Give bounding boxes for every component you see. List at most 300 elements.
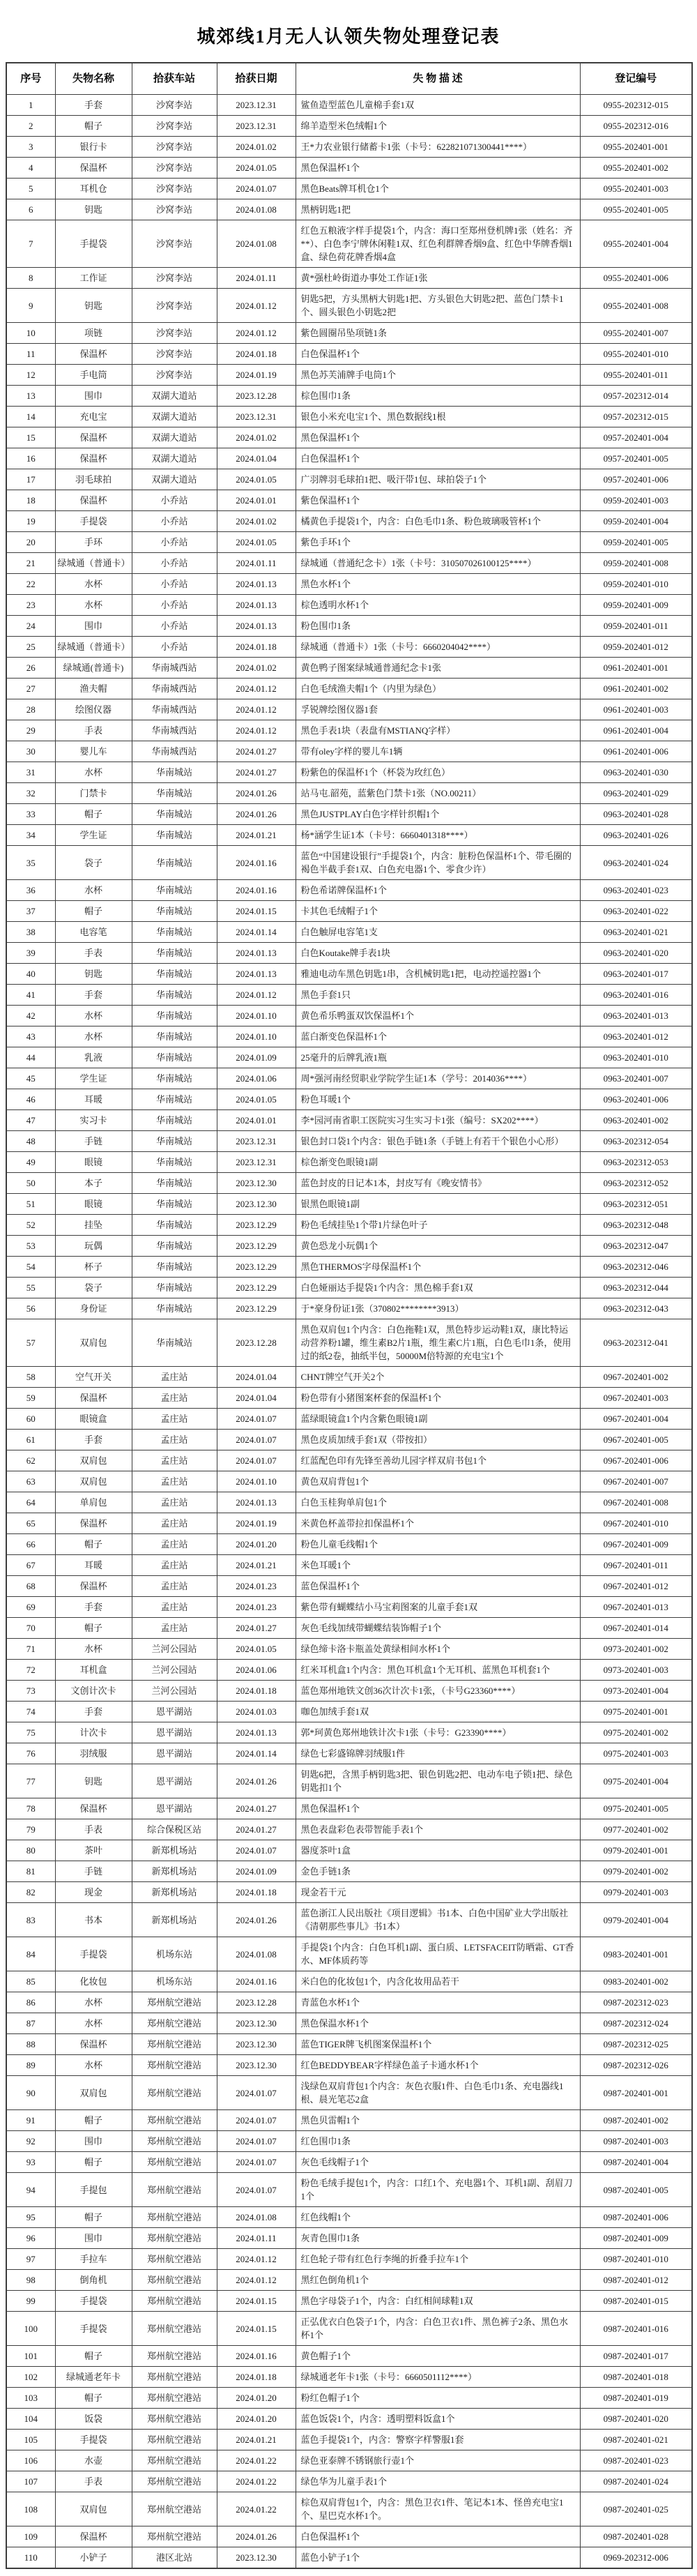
cell-registration-number: 0961-202401-006 [580, 741, 692, 762]
cell-description: 紫色带有蝴蝶结小马宝莉图案的儿童手套1双 [296, 1597, 580, 1618]
cell-index: 69 [6, 1597, 55, 1618]
cell-item-name: 手套 [55, 1430, 132, 1450]
cell-item-name: 水杯 [55, 1639, 132, 1660]
cell-description: 粉色带有小猪图案杯套的保温杯1个 [296, 1388, 580, 1409]
cell-description: 黑色双肩包1个内含：白色拖鞋1双，黑色特步运动鞋1双，康比特运动营养粉1罐，维生素B2片1瓶，维生素C片1瓶，白色毛巾1条，使用过的纸2卷，抽纸半包，50000M倍特源的充电宝1个 [296, 1319, 580, 1367]
cell-station: 沙窝李站 [132, 344, 217, 365]
cell-description: 棕色渐变色眼镜1副 [296, 1152, 580, 1173]
cell-index: 4 [6, 158, 55, 179]
table-row [6, 762, 692, 783]
cell-station: 小乔站 [132, 595, 217, 616]
cell-registration-number: 0955-202312-015 [580, 95, 692, 116]
cell-registration-number: 0987-202401-002 [580, 2110, 692, 2131]
cell-station: 孟庄站 [132, 1388, 217, 1409]
cell-index: 32 [6, 783, 55, 804]
cell-index: 77 [6, 1764, 55, 1798]
cell-item-name: 水杯 [55, 880, 132, 901]
cell-item-name: 化妆包 [55, 1971, 132, 1992]
cell-description: 黄色希乐鸭蛋双饮保温杯1个 [296, 1006, 580, 1026]
cell-item-name: 水杯 [55, 574, 132, 595]
cell-description: 青蓝色水杯1个 [296, 1992, 580, 2013]
cell-item-name: 手拉车 [55, 2249, 132, 2270]
cell-index: 101 [6, 2346, 55, 2367]
cell-registration-number: 0967-202401-009 [580, 1534, 692, 1555]
cell-station: 华南城站 [132, 1047, 217, 1068]
cell-station: 郑州航空港站 [132, 2173, 217, 2207]
cell-item-name: 水壶 [55, 2450, 132, 2471]
cell-registration-number: 0987-202401-004 [580, 2152, 692, 2173]
table-row [6, 2430, 692, 2450]
table-row [6, 1903, 692, 1937]
cell-index: 54 [6, 1257, 55, 1278]
table-row [6, 1576, 692, 1597]
cell-station: 华南城站 [132, 804, 217, 825]
cell-index: 55 [6, 1278, 55, 1298]
cell-date: 2024.01.26 [217, 804, 296, 825]
cell-station: 孟庄站 [132, 1367, 217, 1388]
cell-description: 雅迪电动车黑色钥匙1串，含机械钥匙1把，电动控遥控器1个 [296, 964, 580, 985]
cell-index: 9 [6, 289, 55, 323]
cell-description: 粉色耳暖1个 [296, 1089, 580, 1110]
cell-item-name: 保温杯 [55, 1388, 132, 1409]
cell-index: 88 [6, 2034, 55, 2055]
cell-station: 华南城站 [132, 1131, 217, 1152]
cell-description: 银黑色眼镜1副 [296, 1194, 580, 1215]
cell-date: 2024.01.22 [217, 2450, 296, 2471]
cell-registration-number: 0987-202401-016 [580, 2312, 692, 2346]
cell-registration-number: 0967-202401-012 [580, 1576, 692, 1597]
table-row [6, 2076, 692, 2110]
cell-station: 华南城站 [132, 1215, 217, 1236]
table-row [6, 365, 692, 386]
cell-index: 106 [6, 2450, 55, 2471]
cell-station: 小乔站 [132, 637, 217, 658]
table-row [6, 2492, 692, 2526]
cell-registration-number: 0987-202401-019 [580, 2388, 692, 2409]
cell-item-name: 眼镜 [55, 1152, 132, 1173]
cell-registration-number: 0961-202401-003 [580, 699, 692, 720]
cell-item-name: 渔夫帽 [55, 679, 132, 699]
cell-index: 53 [6, 1236, 55, 1257]
cell-description: 25毫升的后牌乳液1瓶 [296, 1047, 580, 1068]
cell-index: 81 [6, 1861, 55, 1882]
table-row [6, 616, 692, 637]
cell-item-name: 工作证 [55, 268, 132, 289]
cell-registration-number: 0975-202401-001 [580, 1702, 692, 1722]
cell-station: 沙窝李站 [132, 158, 217, 179]
cell-item-name: 水杯 [55, 1006, 132, 1026]
cell-item-name: 手套 [55, 985, 132, 1006]
cell-date: 2024.01.07 [217, 2173, 296, 2207]
cell-description: 蓝色“中国建设银行”手提袋1个，内含：脏粉色保温杯1个、带毛圈的褐色半截手套1双、白色充电器1个、零食少许） [296, 846, 580, 880]
cell-description: 钥匙5把，方头黑柄大钥匙1把、方头银色大钥匙2把、蓝色门禁卡1个、圆头银色小钥匙2把 [296, 289, 580, 323]
cell-date: 2024.01.06 [217, 1660, 296, 1681]
cell-registration-number: 0959-202401-011 [580, 616, 692, 637]
cell-description: 金色手链1条 [296, 1861, 580, 1882]
cell-station: 沙窝李站 [132, 289, 217, 323]
cell-item-name: 帽子 [55, 804, 132, 825]
cell-description: 黄色恐龙小玩偶1个 [296, 1236, 580, 1257]
cell-item-name: 婴儿车 [55, 741, 132, 762]
cell-index: 51 [6, 1194, 55, 1215]
cell-description: 蓝白渐变色保温杯1个 [296, 1026, 580, 1047]
cell-item-name: 帽子 [55, 901, 132, 922]
cell-date: 2024.01.15 [217, 901, 296, 922]
cell-station: 郑州航空港站 [132, 2367, 217, 2388]
cell-date: 2024.01.16 [217, 880, 296, 901]
cell-registration-number: 0977-202401-002 [580, 1819, 692, 1840]
cell-description: 正弘优衣白色袋子1个，内含：白色卫衣1件、黑色裤子2条、黑色水杯1个 [296, 2312, 580, 2346]
cell-item-name: 手表 [55, 2471, 132, 2492]
cell-item-name: 帽子 [55, 1534, 132, 1555]
cell-date: 2024.01.16 [217, 2346, 296, 2367]
table-row [6, 1513, 692, 1534]
cell-date: 2024.01.11 [217, 268, 296, 289]
cell-date: 2024.01.05 [217, 1639, 296, 1660]
cell-date: 2023.12.31 [217, 407, 296, 427]
cell-registration-number: 0987-202401-005 [580, 2173, 692, 2207]
cell-index: 105 [6, 2430, 55, 2450]
cell-index: 68 [6, 1576, 55, 1597]
cell-date: 2024.01.10 [217, 1006, 296, 1026]
cell-index: 84 [6, 1937, 55, 1971]
cell-index: 98 [6, 2270, 55, 2291]
cell-index: 93 [6, 2152, 55, 2173]
cell-item-name: 围巾 [55, 2131, 132, 2152]
cell-index: 35 [6, 846, 55, 880]
cell-station: 孟庄站 [132, 1513, 217, 1534]
cell-description: 黄色帽子1个 [296, 2346, 580, 2367]
cell-registration-number: 0963-202312-041 [580, 1319, 692, 1367]
table-row [6, 1319, 692, 1367]
cell-station: 沙窝李站 [132, 95, 217, 116]
cell-station: 郑州航空港站 [132, 1992, 217, 2013]
cell-description: 红色五粮液字样手提袋1个，内含：海口至郑州登机牌1张（姓名：齐**）、白色李宁牌休闲鞋1双、红色利群牌香烟9盒、红色中华牌香烟1盒、绿色荷花牌香烟4盒 [296, 220, 580, 268]
cell-date: 2024.01.05 [217, 469, 296, 490]
cell-date: 2024.01.04 [217, 448, 296, 469]
lost-items-table [6, 62, 693, 2569]
cell-description: 白色保温杯1个 [296, 448, 580, 469]
cell-station: 孟庄站 [132, 1492, 217, 1513]
cell-registration-number: 0987-202312-026 [580, 2055, 692, 2076]
cell-station: 双湖大道站 [132, 407, 217, 427]
table-row [6, 268, 692, 289]
cell-date: 2024.01.26 [217, 1764, 296, 1798]
cell-registration-number: 0975-202401-003 [580, 1743, 692, 1764]
cell-description: 黄*强杜岭街道办事处工作证1张 [296, 268, 580, 289]
table-row [6, 1215, 692, 1236]
cell-description: 粉色儿童毛线帽1个 [296, 1534, 580, 1555]
cell-date: 2024.01.13 [217, 943, 296, 964]
cell-registration-number: 0969-202312-006 [580, 2547, 692, 2569]
table-row [6, 2131, 692, 2152]
cell-registration-number: 0967-202401-011 [580, 1555, 692, 1576]
cell-station: 华南城站 [132, 1173, 217, 1194]
cell-registration-number: 0963-202401-006 [580, 1089, 692, 1110]
cell-station: 华南城站 [132, 1026, 217, 1047]
cell-registration-number: 0963-202401-013 [580, 1006, 692, 1026]
cell-station: 郑州航空港站 [132, 2388, 217, 2409]
table-row [6, 1597, 692, 1618]
cell-station: 郑州航空港站 [132, 2291, 217, 2312]
cell-date: 2024.01.07 [217, 2076, 296, 2110]
table-row [6, 1430, 692, 1450]
cell-index: 79 [6, 1819, 55, 1840]
cell-index: 15 [6, 427, 55, 448]
cell-registration-number: 0963-202401-020 [580, 943, 692, 964]
table-row [6, 1367, 692, 1388]
cell-station: 恩平湖站 [132, 1702, 217, 1722]
cell-station: 郑州航空港站 [132, 2110, 217, 2131]
cell-station: 华南城西站 [132, 720, 217, 741]
cell-station: 孟庄站 [132, 1576, 217, 1597]
cell-date: 2024.01.11 [217, 553, 296, 574]
table-row [6, 1388, 692, 1409]
cell-station: 兰河公园站 [132, 1660, 217, 1681]
cell-description: 紫色手环1个 [296, 532, 580, 553]
cell-index: 41 [6, 985, 55, 1006]
column-header: 失物名称 [55, 63, 132, 95]
cell-index: 20 [6, 532, 55, 553]
cell-station: 沙窝李站 [132, 116, 217, 137]
cell-index: 50 [6, 1173, 55, 1194]
table-row [6, 95, 692, 116]
table-row [6, 574, 692, 595]
column-header: 拾获车站 [132, 63, 217, 95]
table-row [6, 490, 692, 511]
cell-index: 75 [6, 1722, 55, 1743]
cell-item-name: 钥匙 [55, 964, 132, 985]
cell-description: 黑色字母袋子1个，内含：白红相间球鞋1双 [296, 2291, 580, 2312]
cell-date: 2024.01.12 [217, 985, 296, 1006]
cell-station: 华南城站 [132, 1110, 217, 1131]
cell-date: 2024.01.16 [217, 1971, 296, 1992]
cell-date: 2024.01.05 [217, 158, 296, 179]
cell-date: 2024.01.22 [217, 2492, 296, 2526]
cell-date: 2023.12.28 [217, 1992, 296, 2013]
cell-date: 2023.12.29 [217, 1278, 296, 1298]
cell-date: 2024.01.09 [217, 1861, 296, 1882]
table-row [6, 637, 692, 658]
table-row [6, 2547, 692, 2569]
cell-date: 2024.01.07 [217, 1450, 296, 1471]
cell-station: 华南城站 [132, 825, 217, 846]
cell-description: 紫色圆圈吊坠项链1条 [296, 323, 580, 344]
cell-date: 2024.01.13 [217, 595, 296, 616]
cell-station: 华南城站 [132, 1319, 217, 1367]
column-header: 序号 [6, 63, 55, 95]
cell-item-name: 挂坠 [55, 1215, 132, 1236]
cell-index: 92 [6, 2131, 55, 2152]
cell-description: 粉紫色的保温杯1个（杯袋为玫红色） [296, 762, 580, 783]
cell-date: 2024.01.03 [217, 1702, 296, 1722]
cell-date: 2024.01.18 [217, 2367, 296, 2388]
cell-description: 绿城通（普通纪念卡）1张（卡号：310507026100125****） [296, 553, 580, 574]
cell-date: 2023.12.28 [217, 386, 296, 407]
cell-registration-number: 0963-202401-002 [580, 1110, 692, 1131]
cell-registration-number: 0983-202401-001 [580, 1937, 692, 1971]
cell-item-name: 手提袋 [55, 511, 132, 532]
cell-description: 黑色苏芙浦牌手电筒1个 [296, 365, 580, 386]
cell-station: 华南城站 [132, 1257, 217, 1278]
table-row [6, 2013, 692, 2034]
cell-description: 米黄色杯盖带拉扣保温杯1个 [296, 1513, 580, 1534]
cell-registration-number: 0955-202401-004 [580, 220, 692, 268]
cell-item-name: 手套 [55, 95, 132, 116]
cell-registration-number: 0959-202401-008 [580, 553, 692, 574]
cell-station: 华南城站 [132, 1278, 217, 1298]
table-row [6, 1257, 692, 1278]
cell-registration-number: 0961-202401-002 [580, 679, 692, 699]
table-row [6, 880, 692, 901]
table-row [6, 1006, 692, 1026]
cell-index: 33 [6, 804, 55, 825]
cell-station: 华南城站 [132, 922, 217, 943]
cell-registration-number: 0959-202401-010 [580, 574, 692, 595]
cell-description: 蓝色封皮的日记本1本，封皮写有《晚安情书》 [296, 1173, 580, 1194]
cell-station: 双湖大道站 [132, 427, 217, 448]
table-row [6, 1131, 692, 1152]
cell-date: 2024.01.02 [217, 427, 296, 448]
table-row [6, 1298, 692, 1319]
cell-item-name: 双肩包 [55, 1471, 132, 1492]
table-row [6, 1492, 692, 1513]
cell-item-name: 文创计次卡 [55, 1681, 132, 1702]
cell-description: 绿色亚泰牌不锈钢旅行壶1个 [296, 2450, 580, 2471]
cell-date: 2024.01.12 [217, 699, 296, 720]
cell-date: 2024.01.20 [217, 2388, 296, 2409]
table-row [6, 1450, 692, 1471]
cell-date: 2024.01.13 [217, 1722, 296, 1743]
cell-registration-number: 0963-202401-017 [580, 964, 692, 985]
cell-description: 粉色毛绒手提包1个，内含：口红1个、充电器1个、耳机1副、刮眉刀1个 [296, 2173, 580, 2207]
cell-description: 黑色手表1块（表盘有MSTIANQ字样） [296, 720, 580, 741]
cell-index: 46 [6, 1089, 55, 1110]
table-row [6, 1026, 692, 1047]
cell-station: 孟庄站 [132, 1409, 217, 1430]
cell-registration-number: 0961-202401-001 [580, 658, 692, 679]
cell-registration-number: 0979-202401-001 [580, 1840, 692, 1861]
cell-index: 56 [6, 1298, 55, 1319]
cell-description: 白色玉桂狗单肩包1个 [296, 1492, 580, 1513]
cell-index: 14 [6, 407, 55, 427]
table-row [6, 199, 692, 220]
table-row [6, 407, 692, 427]
cell-index: 42 [6, 1006, 55, 1026]
cell-station: 双湖大道站 [132, 448, 217, 469]
cell-item-name: 杯子 [55, 1257, 132, 1278]
table-row [6, 2450, 692, 2471]
cell-date: 2024.01.20 [217, 2409, 296, 2430]
table-row [6, 386, 692, 407]
cell-description: 米色耳暖1个 [296, 1555, 580, 1576]
cell-date: 2024.01.16 [217, 846, 296, 880]
cell-station: 华南城站 [132, 1236, 217, 1257]
cell-registration-number: 0955-202401-003 [580, 179, 692, 199]
table-row [6, 1236, 692, 1257]
cell-index: 104 [6, 2409, 55, 2430]
cell-registration-number: 0963-202312-046 [580, 1257, 692, 1278]
table-row [6, 1173, 692, 1194]
cell-index: 6 [6, 199, 55, 220]
cell-description: 紫色保温杯1个 [296, 490, 580, 511]
cell-description: 蓝色TIGER牌飞机图案保温杯1个 [296, 2034, 580, 2055]
cell-item-name: 羽毛球拍 [55, 469, 132, 490]
cell-index: 64 [6, 1492, 55, 1513]
cell-description: 绿色缔卡洛卡瓶盖处黄绿相间水杯1个 [296, 1639, 580, 1660]
cell-registration-number: 0987-202401-021 [580, 2430, 692, 2450]
cell-index: 61 [6, 1430, 55, 1450]
cell-item-name: 围巾 [55, 2228, 132, 2249]
cell-index: 39 [6, 943, 55, 964]
cell-description: 粉色希诺牌保温杯1个 [296, 880, 580, 901]
cell-item-name: 水杯 [55, 1992, 132, 2013]
cell-index: 109 [6, 2526, 55, 2547]
cell-registration-number: 0955-202401-002 [580, 158, 692, 179]
table-row [6, 158, 692, 179]
cell-registration-number: 0963-202312-052 [580, 1173, 692, 1194]
cell-description: 棕色围巾1条 [296, 386, 580, 407]
cell-description: 红蓝配色印有先锋至善幼儿园字样双肩书包1个 [296, 1450, 580, 1471]
cell-index: 44 [6, 1047, 55, 1068]
table-row [6, 1639, 692, 1660]
cell-station: 华南城站 [132, 1006, 217, 1026]
table-row [6, 595, 692, 616]
cell-registration-number: 0963-202312-044 [580, 1278, 692, 1298]
cell-date: 2023.12.31 [217, 1131, 296, 1152]
cell-index: 27 [6, 679, 55, 699]
cell-description: 银色封口袋1个内含：银色手链1条（手链上有若干个银色小心形） [296, 1131, 580, 1152]
cell-index: 31 [6, 762, 55, 783]
cell-registration-number: 0955-202401-006 [580, 268, 692, 289]
cell-item-name: 围巾 [55, 386, 132, 407]
cell-index: 18 [6, 490, 55, 511]
cell-description: 粉红色帽子1个 [296, 2388, 580, 2409]
cell-index: 17 [6, 469, 55, 490]
cell-date: 2024.01.07 [217, 1840, 296, 1861]
cell-index: 59 [6, 1388, 55, 1409]
cell-date: 2024.01.08 [217, 2207, 296, 2228]
cell-date: 2024.01.04 [217, 1367, 296, 1388]
cell-item-name: 手表 [55, 1819, 132, 1840]
cell-description: 绿城通老年卡1张（卡号：6660501112****） [296, 2367, 580, 2388]
cell-station: 郑州航空港站 [132, 2409, 217, 2430]
cell-item-name: 手套 [55, 1702, 132, 1722]
cell-date: 2023.12.28 [217, 1319, 296, 1367]
cell-date: 2024.01.22 [217, 2471, 296, 2492]
cell-station: 郑州航空港站 [132, 2249, 217, 2270]
cell-station: 郑州航空港站 [132, 2492, 217, 2526]
cell-index: 87 [6, 2013, 55, 2034]
cell-date: 2024.01.01 [217, 1110, 296, 1131]
cell-item-name: 保温杯 [55, 448, 132, 469]
cell-index: 96 [6, 2228, 55, 2249]
cell-station: 孟庄站 [132, 1597, 217, 1618]
cell-item-name: 小铲子 [55, 2547, 132, 2569]
cell-description: 咖色加绒手套1双 [296, 1702, 580, 1722]
table-row [6, 2526, 692, 2547]
cell-registration-number: 0987-202401-001 [580, 2076, 692, 2110]
table-row [6, 1937, 692, 1971]
cell-station: 沙窝李站 [132, 323, 217, 344]
cell-registration-number: 0963-202401-030 [580, 762, 692, 783]
cell-registration-number: 0963-202401-023 [580, 880, 692, 901]
cell-description: 黄色双肩背包1个 [296, 1471, 580, 1492]
cell-description: 灰青色围巾1条 [296, 2228, 580, 2249]
cell-index: 91 [6, 2110, 55, 2131]
cell-index: 29 [6, 720, 55, 741]
cell-index: 25 [6, 637, 55, 658]
